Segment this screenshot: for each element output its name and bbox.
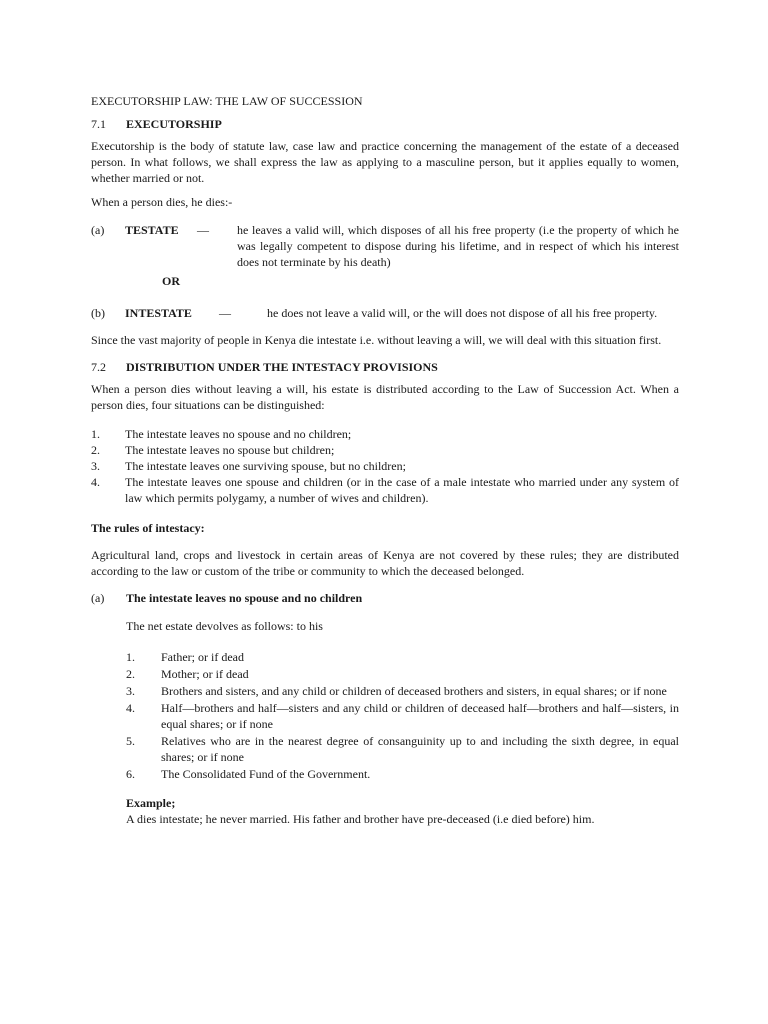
- or-separator: OR: [162, 274, 180, 288]
- list-item: [91, 442, 679, 458]
- subsection-title: The intestate leaves no spouse and no children: [126, 591, 363, 605]
- item-text: Father; or if dead: [161, 650, 244, 664]
- section-title: EXECUTORSHIP: [126, 117, 222, 131]
- testate-label: (a): [91, 223, 105, 237]
- section-title: DISTRIBUTION UNDER THE INTESTACY PROVISIONS: [126, 360, 438, 374]
- testate-dash: —: [197, 223, 209, 237]
- list-item: [91, 426, 679, 442]
- item-number: 4.: [126, 701, 135, 715]
- item-number: 4.: [91, 475, 100, 489]
- section-number: 7.1: [91, 117, 106, 131]
- devolution-block: [126, 618, 679, 827]
- section-7-2-heading: [91, 359, 679, 375]
- example-text: A dies intestate; he never married. His father and brother have pre-deceased (i.e died before) him.: [126, 812, 595, 826]
- testate-text: he leaves a valid will, which disposes of all his free property (i.e the property of which he was legally competent to dispose during his lifetime, and in respect of which his interest does not terminate by his death): [237, 223, 679, 269]
- list-item: [126, 683, 679, 699]
- item-text: The Consolidated Fund of the Government.: [161, 767, 371, 781]
- testate-term: TESTATE: [125, 223, 179, 237]
- item-number: 1.: [126, 650, 135, 664]
- list-item: [91, 458, 679, 474]
- list-item: [126, 666, 679, 682]
- intestate-term: INTESTATE: [125, 306, 192, 320]
- item-text: Half—brothers and half—sisters and any child or children of deceased half—brothers and half—sisters, in equal shares; or if none: [161, 701, 679, 731]
- subsection-label: (a): [91, 591, 105, 605]
- item-number: 6.: [126, 767, 135, 781]
- item-number: 1.: [91, 427, 100, 441]
- situations-list: [91, 426, 679, 506]
- agricultural-paragraph: Agricultural land, crops and livestock in certain areas of Kenya are not covered by these rules; they are distributed according to the law or custom of the tribe or community to which the deceased belonged.: [91, 548, 679, 578]
- document-page: [91, 93, 679, 827]
- list-item: [126, 733, 679, 765]
- item-text: The intestate leaves no spouse but children;: [125, 443, 335, 457]
- list-item: [126, 766, 679, 782]
- intro-paragraph: Executorship is the body of statute law, case law and practice concerning the management of the estate of a deceased person. In what follows, we shall express the law as applying to a masculine person, but it applies equally to women, whether married or not.: [91, 139, 679, 185]
- example-heading: Example;: [126, 796, 176, 810]
- item-number: 2.: [91, 443, 100, 457]
- rules-heading: The rules of intestacy:: [91, 521, 205, 535]
- intestate-definition: [91, 305, 679, 321]
- subsection-a-heading: [91, 590, 679, 606]
- section-7-1-heading: [91, 116, 679, 132]
- item-text: The intestate leaves one surviving spouse, but no children;: [125, 459, 406, 473]
- list-item: [126, 700, 679, 732]
- list-item: [126, 649, 679, 665]
- item-text: Brothers and sisters, and any child or children of deceased brothers and sisters, in equal shares; or if none: [161, 684, 667, 698]
- item-text: The intestate leaves no spouse and no children;: [125, 427, 352, 441]
- item-text: Mother; or if dead: [161, 667, 249, 681]
- devolution-list: [126, 649, 679, 782]
- intestate-label: (b): [91, 306, 105, 320]
- item-number: 5.: [126, 734, 135, 748]
- net-estate-text: The net estate devolves as follows: to his: [126, 619, 323, 633]
- document-title: EXECUTORSHIP LAW: THE LAW OF SUCCESSION: [91, 94, 363, 108]
- item-number: 2.: [126, 667, 135, 681]
- item-text: The intestate leaves one spouse and children (or in the case of a male intestate who married under any system of law which permits polygamy, a number of wives and children).: [125, 475, 679, 505]
- testate-definition: [91, 222, 679, 270]
- list-item: [91, 474, 679, 506]
- item-number: 3.: [91, 459, 100, 473]
- intestate-dash: —: [219, 306, 231, 320]
- distribution-paragraph: When a person dies without leaving a will, his estate is distributed according to the Law of Succession Act. When a person dies, four situations can be distinguished:: [91, 382, 679, 412]
- item-text: Relatives who are in the nearest degree of consanguinity up to and including the sixth degree, in equal shares; or if none: [161, 734, 679, 764]
- kenya-paragraph: Since the vast majority of people in Kenya die intestate i.e. without leaving a will, we will deal with this situation first.: [91, 333, 662, 347]
- item-number: 3.: [126, 684, 135, 698]
- section-number: 7.2: [91, 360, 106, 374]
- intestate-text: he does not leave a valid will, or the will does not dispose of all his free property.: [267, 306, 658, 320]
- when-dies-text: When a person dies, he dies:-: [91, 195, 233, 209]
